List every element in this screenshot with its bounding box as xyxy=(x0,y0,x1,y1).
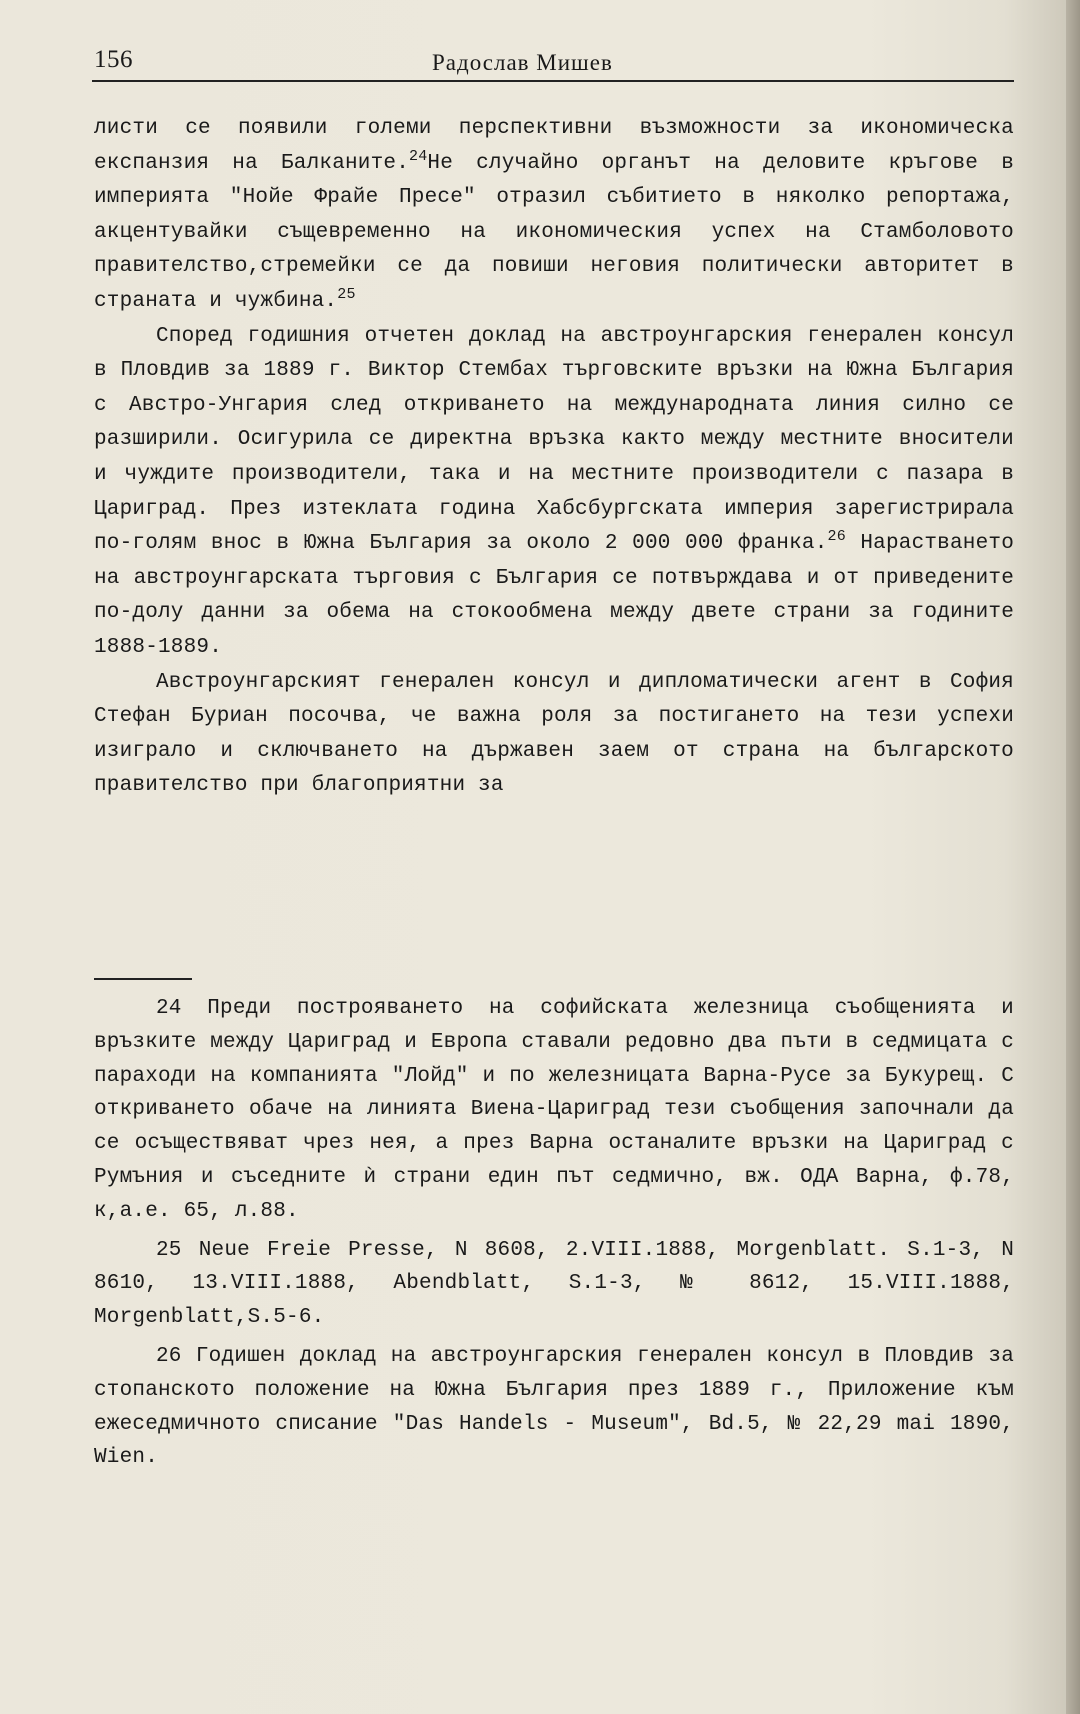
page-header xyxy=(92,44,1014,82)
footnote-number: 26 xyxy=(156,1344,182,1368)
footnote-26 xyxy=(94,1340,1014,1475)
book-spine-shadow xyxy=(1066,0,1080,1714)
footnotes xyxy=(94,992,1014,1480)
running-head-author: Радослав Мишев xyxy=(432,50,613,75)
paragraph-2-text-b: Нарастването на австроунгарската търговия с България се потвърждава и от приведените по-долу данни за обема на стокообмена между двете страни за годините 1888-1889. xyxy=(94,532,1014,659)
paragraph-1 xyxy=(94,112,1014,320)
paragraph-3 xyxy=(94,666,1014,804)
footnote-text: Годишен доклад на австроунгарския генерален консул в Пловдив за стопанското положение на Южна България през 1889 г., Приложение към ежеседмичното списание "Das Handels - Museum", Bd.5, № 22,29 mai 1890, Wien. xyxy=(94,1344,1015,1470)
paragraph-1-text-b: Не случайно органът на деловите кръгове в империята "Нойе Фрайе Пресе" отразил събитието в няколко репортажа, акцентувайки същевременно на икономическия успех на Стамболовото правителство,стремейки се да повиши неговия политически авторитет в страната и чужбина. xyxy=(94,151,1014,313)
paragraph-1-text-a: листи се появили големи перспективни възможности за икономическа експанзия на Балканите. xyxy=(94,117,1014,175)
paragraph-3-text: Австроунгарският генерален консул и дипломатически агент в София Стефан Буриан посочва, че важна роля за постигането на тези успехи изиграло и сключването на държавен заем от страна на българското правителство при благоприятни за xyxy=(94,670,1014,798)
footnote-25 xyxy=(94,1234,1014,1335)
footnote-number: 25 xyxy=(156,1238,182,1262)
page-number: 156 xyxy=(94,46,133,73)
footnote-separator xyxy=(94,978,192,980)
footnote-24 xyxy=(94,992,1014,1229)
footnote-ref-24: 24 xyxy=(409,147,428,165)
footnote-number: 24 xyxy=(156,997,182,1020)
footnote-text: Neue Freie Presse, N 8608, 2.VIII.1888, Morgenblatt. S.1-3, N 8610, 13.VIII.1888, Abendblatt, S.1-3, № 8612, 15.VIII.1888, Morgenblatt,S.5-6. xyxy=(94,1238,1014,1330)
footnote-ref-25: 25 xyxy=(337,285,356,303)
paragraph-2-text-a: Според годишния отчетен доклад на австроунгарския генерален консул в Пловдив за 1889 г. Виктор Стембах търговските връзки на Южна България с Австро-Унгария след откриването на международната линия силно се разширили. Осигурила се директна връзка както между местните вносители и чуждите производители, така и на местните производители с пазара в Цариград. През изтеклата година Хабсбургската империя зарегистрирала по-голям внос в Южна България за около 2 000 000 франка. xyxy=(94,324,1014,556)
main-text xyxy=(94,112,1014,804)
paragraph-2 xyxy=(94,320,1014,666)
footnote-ref-26: 26 xyxy=(827,528,846,546)
footnote-text: Преди построяването на софийската железница съобщенията и връзките между Цариград и Европа ставали редовно два пъти в седмицата с параходи на компанията "Лойд" и по железницата Варна-Русе за Букурещ. С откриването обаче на линията Виена-Цариград тези съобщения започнали да се осъществяват чрез нея, а през Варна останалите връзки на Цариград с Румъния и съседните ѝ страни един път седмично, вж. ОДА Варна, ф.78, к,а.е. 65, л.88. xyxy=(94,997,1014,1223)
